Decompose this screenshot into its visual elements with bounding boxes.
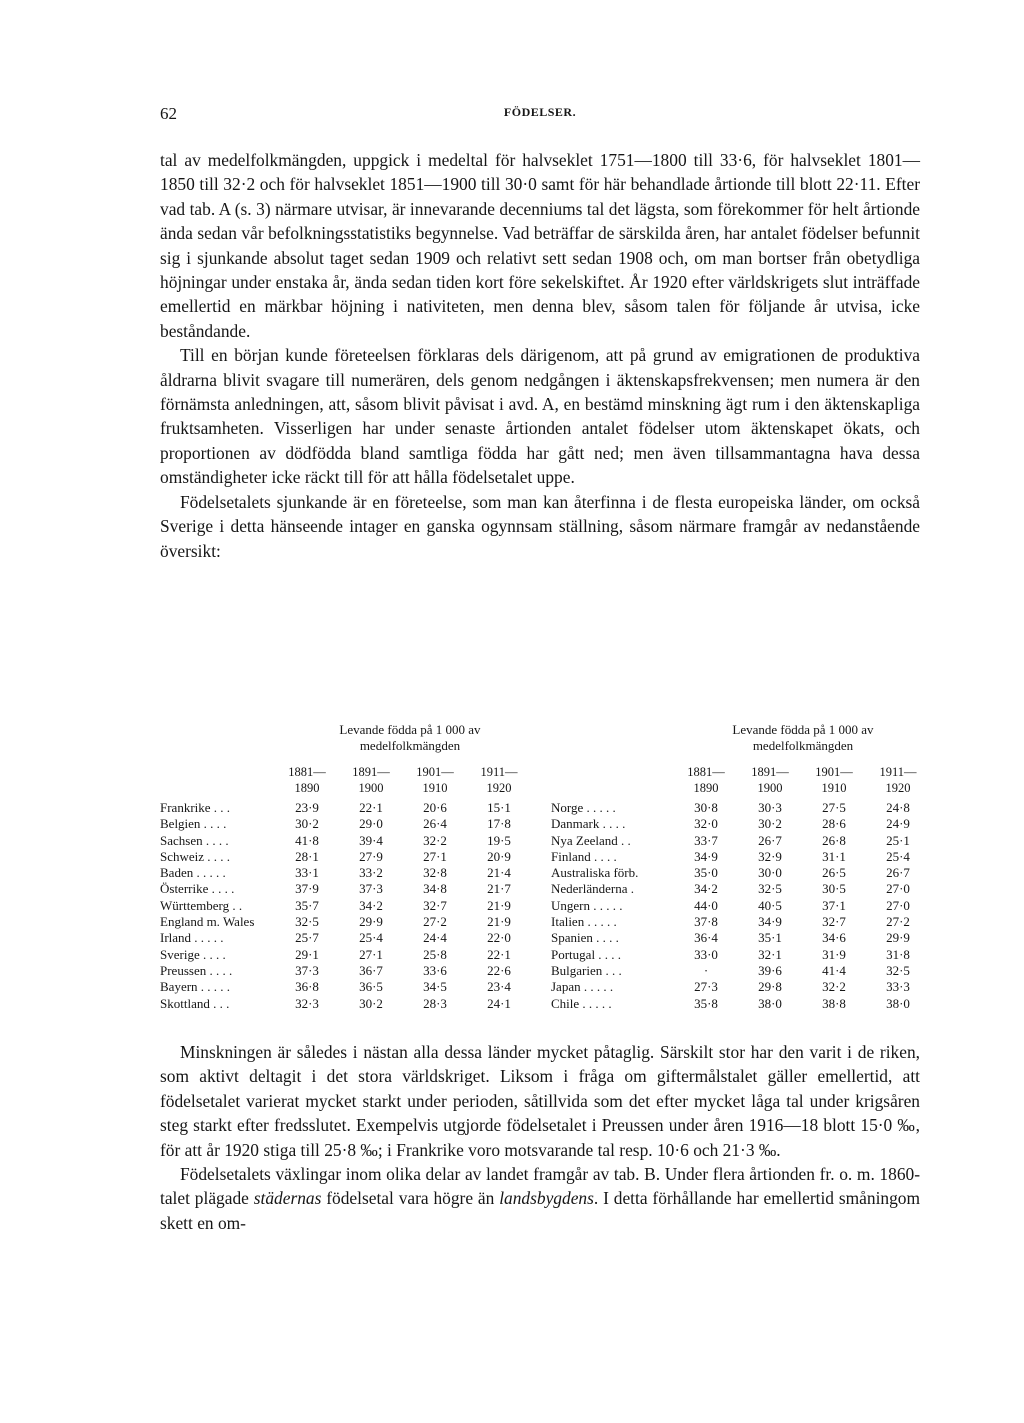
table-cell: 25·4 <box>886 848 910 864</box>
table-row <box>160 979 540 995</box>
table-cell: 22·6 <box>487 962 511 978</box>
table-row <box>160 833 540 849</box>
period-line: 1901— <box>416 765 454 779</box>
table-cell: 31·1 <box>822 848 846 864</box>
table-cell: 34·5 <box>423 979 447 995</box>
period-line: 1911— <box>879 765 917 779</box>
table-cell: 20·9 <box>487 848 511 864</box>
country-name: Japan . . . . . <box>551 979 614 995</box>
table-cell: 44·0 <box>694 897 718 913</box>
table-cell: 27·9 <box>359 848 383 864</box>
period-line: 1920 <box>486 781 512 795</box>
table_right-period-1 <box>739 764 801 796</box>
table-row <box>543 979 931 995</box>
table-cell: 30·0 <box>758 865 782 881</box>
table-cell: 25·1 <box>886 832 910 848</box>
text-top <box>160 148 920 563</box>
country-name: Finland . . . . <box>551 848 617 864</box>
table-cell: 27·3 <box>694 979 718 995</box>
table-cell: 32·7 <box>822 914 846 930</box>
table-left-caption <box>290 722 530 754</box>
table-cell: 27·1 <box>359 946 383 962</box>
period-line: 1910 <box>422 781 448 795</box>
table-cell: 35·1 <box>758 930 782 946</box>
paragraph-5-end: . I detta förhållande har emellertid småningom skett en om- <box>160 1188 921 1233</box>
country-name: Bulgarien . . . <box>551 962 622 978</box>
paragraph-4: Minskningen är således i nästan alla dessa länder mycket påtaglig. Särskilt stor har den varit i de riken, som aktivt deltagit i det stora världskriget. Liksom i fråga om giftermålstalet gäller emellertid, att födelsetalet varierat mycket starkt under perioden, såtillvida som det efter mycket låga tal under krigsåren steg starkt efter fredsslutet. Exempelvis utgjorde födelsetalet i Preussen under åren 1916—18 blott 15·0 ‰, för att år 1920 stiga till 25·8 ‰; i Frankrike voro motsvarande tal resp. 10·6 och 21·3 ‰. <box>160 1042 920 1160</box>
table-cell: 34·2 <box>694 881 718 897</box>
country-name: Norge . . . . . <box>551 800 616 815</box>
table-cell: 17·8 <box>487 816 511 832</box>
table-cell: 37·8 <box>694 914 718 930</box>
table-cell: 39·4 <box>359 832 383 848</box>
table-cell: 30·2 <box>758 816 782 832</box>
table-cell: 23·9 <box>295 800 319 815</box>
table-cell: 33·1 <box>295 865 319 881</box>
country-name: England m. Wales <box>160 914 255 930</box>
paragraph-5-emphasis-landsbygden: landsbygdens <box>499 1188 594 1209</box>
table-cell: 30·3 <box>758 800 782 815</box>
period-line: 1911— <box>480 765 518 779</box>
country-name: Skottland . . . <box>160 995 230 1011</box>
table-cell: 35·0 <box>694 865 718 881</box>
table-cell: 32·2 <box>822 979 846 995</box>
table-right-caption-line1: Levande födda på 1 000 av <box>732 722 874 737</box>
table-row <box>543 800 931 816</box>
paragraph-2: Till en början kunde företeelsen förklaras dels därigenom, att på grund av emigrationen de produktiva åldrarna blivit svagare till numerären, dels genom nedgången i äktenskapsfrekvensen; men numera är den förnämsta anledningen, att, såsom blivit påvisat i avd. A, en bestämd minskning ägt rum i den äktenskapliga fruktsamheten. Visserligen har under senaste årtionden antalet födelser utom äktenskapet ökats, och proportionen av dödfödda bland samtliga födda har gått ned; men även tillsammantagna hava dessa omständigheter icke räckt till för att hålla födelsetalet uppe. <box>160 345 920 488</box>
table-row <box>543 996 931 1012</box>
table-cell: 20·6 <box>423 800 447 815</box>
table-cell: 28·3 <box>423 995 447 1011</box>
table-cell: 37·1 <box>822 897 846 913</box>
table-right-caption <box>683 722 923 754</box>
country-name: Spanien . . . . <box>551 930 619 946</box>
table_right-period-3 <box>867 764 929 796</box>
table-cell: 34·6 <box>822 930 846 946</box>
table-cell: 28·1 <box>295 848 319 864</box>
table-row <box>543 881 931 897</box>
table-cell: 21·4 <box>487 865 511 881</box>
table-cell: 24·9 <box>886 816 910 832</box>
running-title: FÖDELSER. <box>503 105 577 119</box>
period-line: 1920 <box>885 781 911 795</box>
table-row <box>160 816 540 832</box>
table-cell: 32·9 <box>758 848 782 864</box>
table-row <box>543 914 931 930</box>
table-row <box>543 849 931 865</box>
table-cell: 32·5 <box>886 962 910 978</box>
table-cell: 35·8 <box>694 995 718 1011</box>
table-cell: 25·7 <box>295 930 319 946</box>
table-row <box>543 816 931 832</box>
table-cell: 37·9 <box>295 881 319 897</box>
country-name: Danmark . . . . <box>551 816 626 832</box>
table-cell: 27·1 <box>423 848 447 864</box>
table-cell: 33·2 <box>359 865 383 881</box>
table-cell: 26·5 <box>822 865 846 881</box>
table-cell: 23·4 <box>487 979 511 995</box>
country-name: Chile . . . . . <box>551 995 612 1011</box>
table-cell: 29·0 <box>359 816 383 832</box>
table-cell: 39·6 <box>758 962 782 978</box>
table-cell: 29·1 <box>295 946 319 962</box>
table-cell: 22·1 <box>487 946 511 962</box>
country-name: Portugal . . . . <box>551 946 622 962</box>
table-cell: 32·7 <box>423 897 447 913</box>
table-cell: 33·7 <box>694 832 718 848</box>
table-cell: 34·2 <box>359 897 383 913</box>
table-cell: 30·2 <box>295 816 319 832</box>
table-cell: 38·0 <box>886 995 910 1011</box>
table-cell: 22·0 <box>487 930 511 946</box>
table-cell: 26·4 <box>423 816 447 832</box>
country-name: Sverige . . . . <box>160 946 226 962</box>
country-name: Frankrike . . . <box>160 800 231 815</box>
country-name: Württemberg . . <box>160 897 243 913</box>
table-cell: 30·5 <box>822 881 846 897</box>
country-name: Australiska förb. <box>551 865 639 881</box>
table-cell: 36·7 <box>359 962 383 978</box>
country-name: Baden . . . . . <box>160 865 226 881</box>
country-name: Sachsen . . . . <box>160 832 229 848</box>
table-row <box>160 930 540 946</box>
table-row <box>543 898 931 914</box>
table-cell: 37·3 <box>359 881 383 897</box>
period-line: 1910 <box>821 781 847 795</box>
table-cell: 21·9 <box>487 914 511 930</box>
table-cell: 32·2 <box>423 832 447 848</box>
paragraph-3: Födelsetalets sjunkande är en företeelse, som man kan återfinna i de flesta europeiska länder, om också Sverige i detta hänseende intager en ganska ogynnsam ställning, såsom närmare framgår av nedanstående översikt: <box>160 491 920 561</box>
period-line: 1890 <box>294 781 320 795</box>
table-right-caption-line2: medelfolkmängden <box>752 738 854 753</box>
table-left-caption-line1: Levande födda på 1 000 av <box>339 722 481 737</box>
table-cell: 24·1 <box>487 995 511 1011</box>
paragraph-1: tal av medelfolkmängden, uppgick i medeltal för halvseklet 1751—1800 till 33·6, för halvseklet 1801—1850 till 32·2 och för halvseklet 1851—1900 till 30·0 samt för här behandlade årtionde till blott 22·11. Efter vad tab. A (s. 3) närmare utvisar, är innevarande decenniums tal det lägsta, som förekommer för helt årtionde ända sedan vår befolkningsstatistiks begynnelse. Vad beträffar de särskilda åren, har antalet födelser befunnit sig i sjunkande absolut taget sedan 1909 och relativt sett sedan 1908 och, om man bortser från obetydliga höjningar under enstaka år, ända sedan tiden kort före sekelskiftet. År 1920 efter världskrigets slut inträffade emellertid en märkbar höjning i nativiteten, men denna blev, såsom talen för följande år utvisa, icke beståndande. <box>160 150 920 341</box>
table-cell: 25·4 <box>359 930 383 946</box>
country-name: Irland . . . . . <box>160 930 224 946</box>
table-row <box>543 963 931 979</box>
page-number: 62 <box>160 104 177 123</box>
table-cell: 41·8 <box>295 832 319 848</box>
paragraph-5-start: Födelsetalets växlingar inom olika delar av landet framgår av tab. B. Under flera årtionden fr. o. m. 1860-talet plägade <box>160 1164 920 1209</box>
table-cell: 22·1 <box>359 800 383 815</box>
table-cell: 26·7 <box>886 865 910 881</box>
period-line: 1900 <box>757 781 783 795</box>
table-row <box>543 865 931 881</box>
table-cell: 19·5 <box>487 832 511 848</box>
country-name: Belgien . . . . <box>160 816 227 832</box>
table-cell: 30·8 <box>694 800 718 815</box>
table-left-rows <box>160 800 540 1012</box>
table-cell: 34·9 <box>694 848 718 864</box>
period-line: 1901— <box>815 765 853 779</box>
table-cell: 27·2 <box>423 914 447 930</box>
country-name: Nya Zeeland . . <box>551 832 631 848</box>
table-cell: 27·0 <box>886 881 910 897</box>
table-row <box>543 930 931 946</box>
table-cell: 27·0 <box>886 897 910 913</box>
table-cell: 35·7 <box>295 897 319 913</box>
table-row <box>543 833 931 849</box>
table-cell: 27·2 <box>886 914 910 930</box>
birth-rate-tables <box>160 720 930 1020</box>
table-cell: 27·5 <box>822 800 846 815</box>
period-line: 1891— <box>751 765 789 779</box>
table-cell: 32·3 <box>295 995 319 1011</box>
table-cell: 30·2 <box>359 995 383 1011</box>
table-row <box>160 996 540 1012</box>
table_left-period-1 <box>340 764 402 796</box>
table-row <box>160 914 540 930</box>
period-line: 1881— <box>687 765 725 779</box>
table-cell: 33·3 <box>886 979 910 995</box>
table-row <box>543 947 931 963</box>
table-cell: 21·9 <box>487 897 511 913</box>
country-name: Preussen . . . . <box>160 962 233 978</box>
paragraph-5-mid: födelsetal vara högre än <box>321 1188 500 1209</box>
country-name: Nederländerna . <box>551 881 635 897</box>
table-cell: 28·6 <box>822 816 846 832</box>
table-cell: 26·7 <box>758 832 782 848</box>
table-cell: 32·5 <box>758 881 782 897</box>
table-right-rows <box>543 800 931 1012</box>
table-row <box>160 898 540 914</box>
table-cell: 32·5 <box>295 914 319 930</box>
country-name: Bayern . . . . . <box>160 979 231 995</box>
table-row <box>160 881 540 897</box>
period-line: 1890 <box>693 781 719 795</box>
table-cell: 41·4 <box>822 962 846 978</box>
table-cell: 32·1 <box>758 946 782 962</box>
table-cell: 21·7 <box>487 881 511 897</box>
table-cell: 36·8 <box>295 979 319 995</box>
table-cell: 34·9 <box>758 914 782 930</box>
table-row <box>160 849 540 865</box>
table-cell: 31·8 <box>886 946 910 962</box>
table-row <box>160 947 540 963</box>
table-cell: 29·9 <box>886 930 910 946</box>
table-cell: 29·9 <box>359 914 383 930</box>
table-cell: 32·8 <box>423 865 447 881</box>
table-cell: 24·4 <box>423 930 447 946</box>
table-cell: 33·0 <box>694 946 718 962</box>
table_left-period-2 <box>404 764 466 796</box>
paragraph-5-emphasis-staderna: städernas <box>253 1188 322 1209</box>
table-left-caption-line2: medelfolkmängden <box>359 738 461 753</box>
table-right-periods <box>675 764 935 798</box>
table-cell: 38·8 <box>822 995 846 1011</box>
table-cell: 40·5 <box>758 897 782 913</box>
table-cell: 31·9 <box>822 946 846 962</box>
table-cell: 25·8 <box>423 946 447 962</box>
table-cell: 34·8 <box>423 881 447 897</box>
table-cell: 29·8 <box>758 979 782 995</box>
table_left-period-3 <box>468 764 530 796</box>
table_right-period-0 <box>675 764 737 796</box>
table-left-periods <box>276 764 536 798</box>
country-name: Ungern . . . . . <box>551 897 623 913</box>
table-cell: 38·0 <box>758 995 782 1011</box>
table-cell: 32·0 <box>694 816 718 832</box>
table_left-period-0 <box>276 764 338 796</box>
period-line: 1891— <box>352 765 390 779</box>
table-row <box>160 865 540 881</box>
table-cell: 26·8 <box>822 832 846 848</box>
text-bottom <box>160 1040 920 1235</box>
period-line: 1900 <box>358 781 384 795</box>
country-name: Österrike . . . . <box>160 881 235 897</box>
table-cell: · <box>703 962 709 978</box>
table-row <box>160 800 540 816</box>
period-line: 1881— <box>288 765 326 779</box>
table-cell: 24·8 <box>886 800 910 815</box>
table-cell: 36·5 <box>359 979 383 995</box>
table-cell: 33·6 <box>423 962 447 978</box>
paragraph-5 <box>160 1162 920 1235</box>
table-row <box>160 963 540 979</box>
table-cell: 36·4 <box>694 930 718 946</box>
running-head <box>160 104 920 124</box>
country-name: Italien . . . . . <box>551 914 617 930</box>
country-name: Schweiz . . . . <box>160 848 231 864</box>
table-cell: 15·1 <box>487 800 511 815</box>
table_right-period-2 <box>803 764 865 796</box>
table-cell: 37·3 <box>295 962 319 978</box>
